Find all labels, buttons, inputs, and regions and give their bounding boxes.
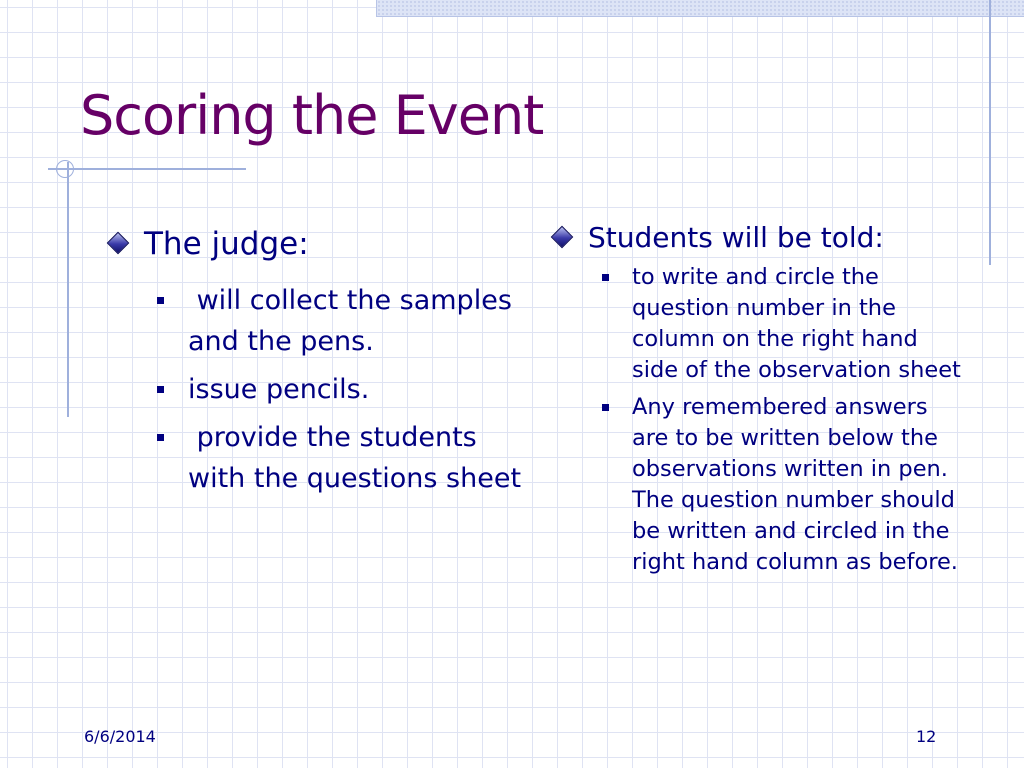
list-item-text: will collect the samples and the pens. [188, 285, 521, 357]
right-heading-item [548, 219, 968, 257]
square-bullet-icon [157, 297, 164, 304]
list-item [548, 392, 970, 578]
left-column [104, 222, 524, 506]
left-vertical-rule [67, 162, 69, 417]
list-item-text: to write and circle the question number in the column on the right hand side of the observation sheet [632, 264, 961, 383]
left-heading-item [104, 222, 524, 266]
list-item-text: provide the students with the questions sheet [188, 422, 522, 494]
list-item [104, 417, 524, 499]
square-bullet-icon [602, 404, 609, 411]
list-item [548, 262, 962, 386]
diamond-bullet-icon [107, 232, 130, 255]
right-column [548, 219, 968, 584]
list-item [104, 369, 524, 410]
footer-date: 6/6/2014 [84, 727, 156, 746]
square-bullet-icon [157, 386, 164, 393]
top-decorative-band [376, 0, 1024, 17]
right-vertical-rule [989, 0, 991, 265]
right-heading-text: Students will be told: [588, 221, 884, 254]
right-bullet-list [548, 262, 968, 578]
left-heading-text: The judge: [144, 226, 309, 262]
list-item-text: Any remembered answers are to be written below the observations written in pen. The question number should be written and circled in the right hand column as before. [632, 394, 970, 575]
corner-circle-ornament [56, 160, 74, 178]
title-underline-rule [48, 168, 246, 170]
diamond-bullet-icon [551, 226, 574, 249]
slide-title: Scoring the Event [80, 84, 544, 147]
square-bullet-icon [602, 274, 609, 281]
square-bullet-icon [157, 434, 164, 441]
footer-page-number: 12 [916, 727, 937, 746]
list-item [104, 280, 524, 362]
list-item-text: issue pencils. [188, 374, 370, 405]
left-bullet-list [104, 280, 524, 499]
